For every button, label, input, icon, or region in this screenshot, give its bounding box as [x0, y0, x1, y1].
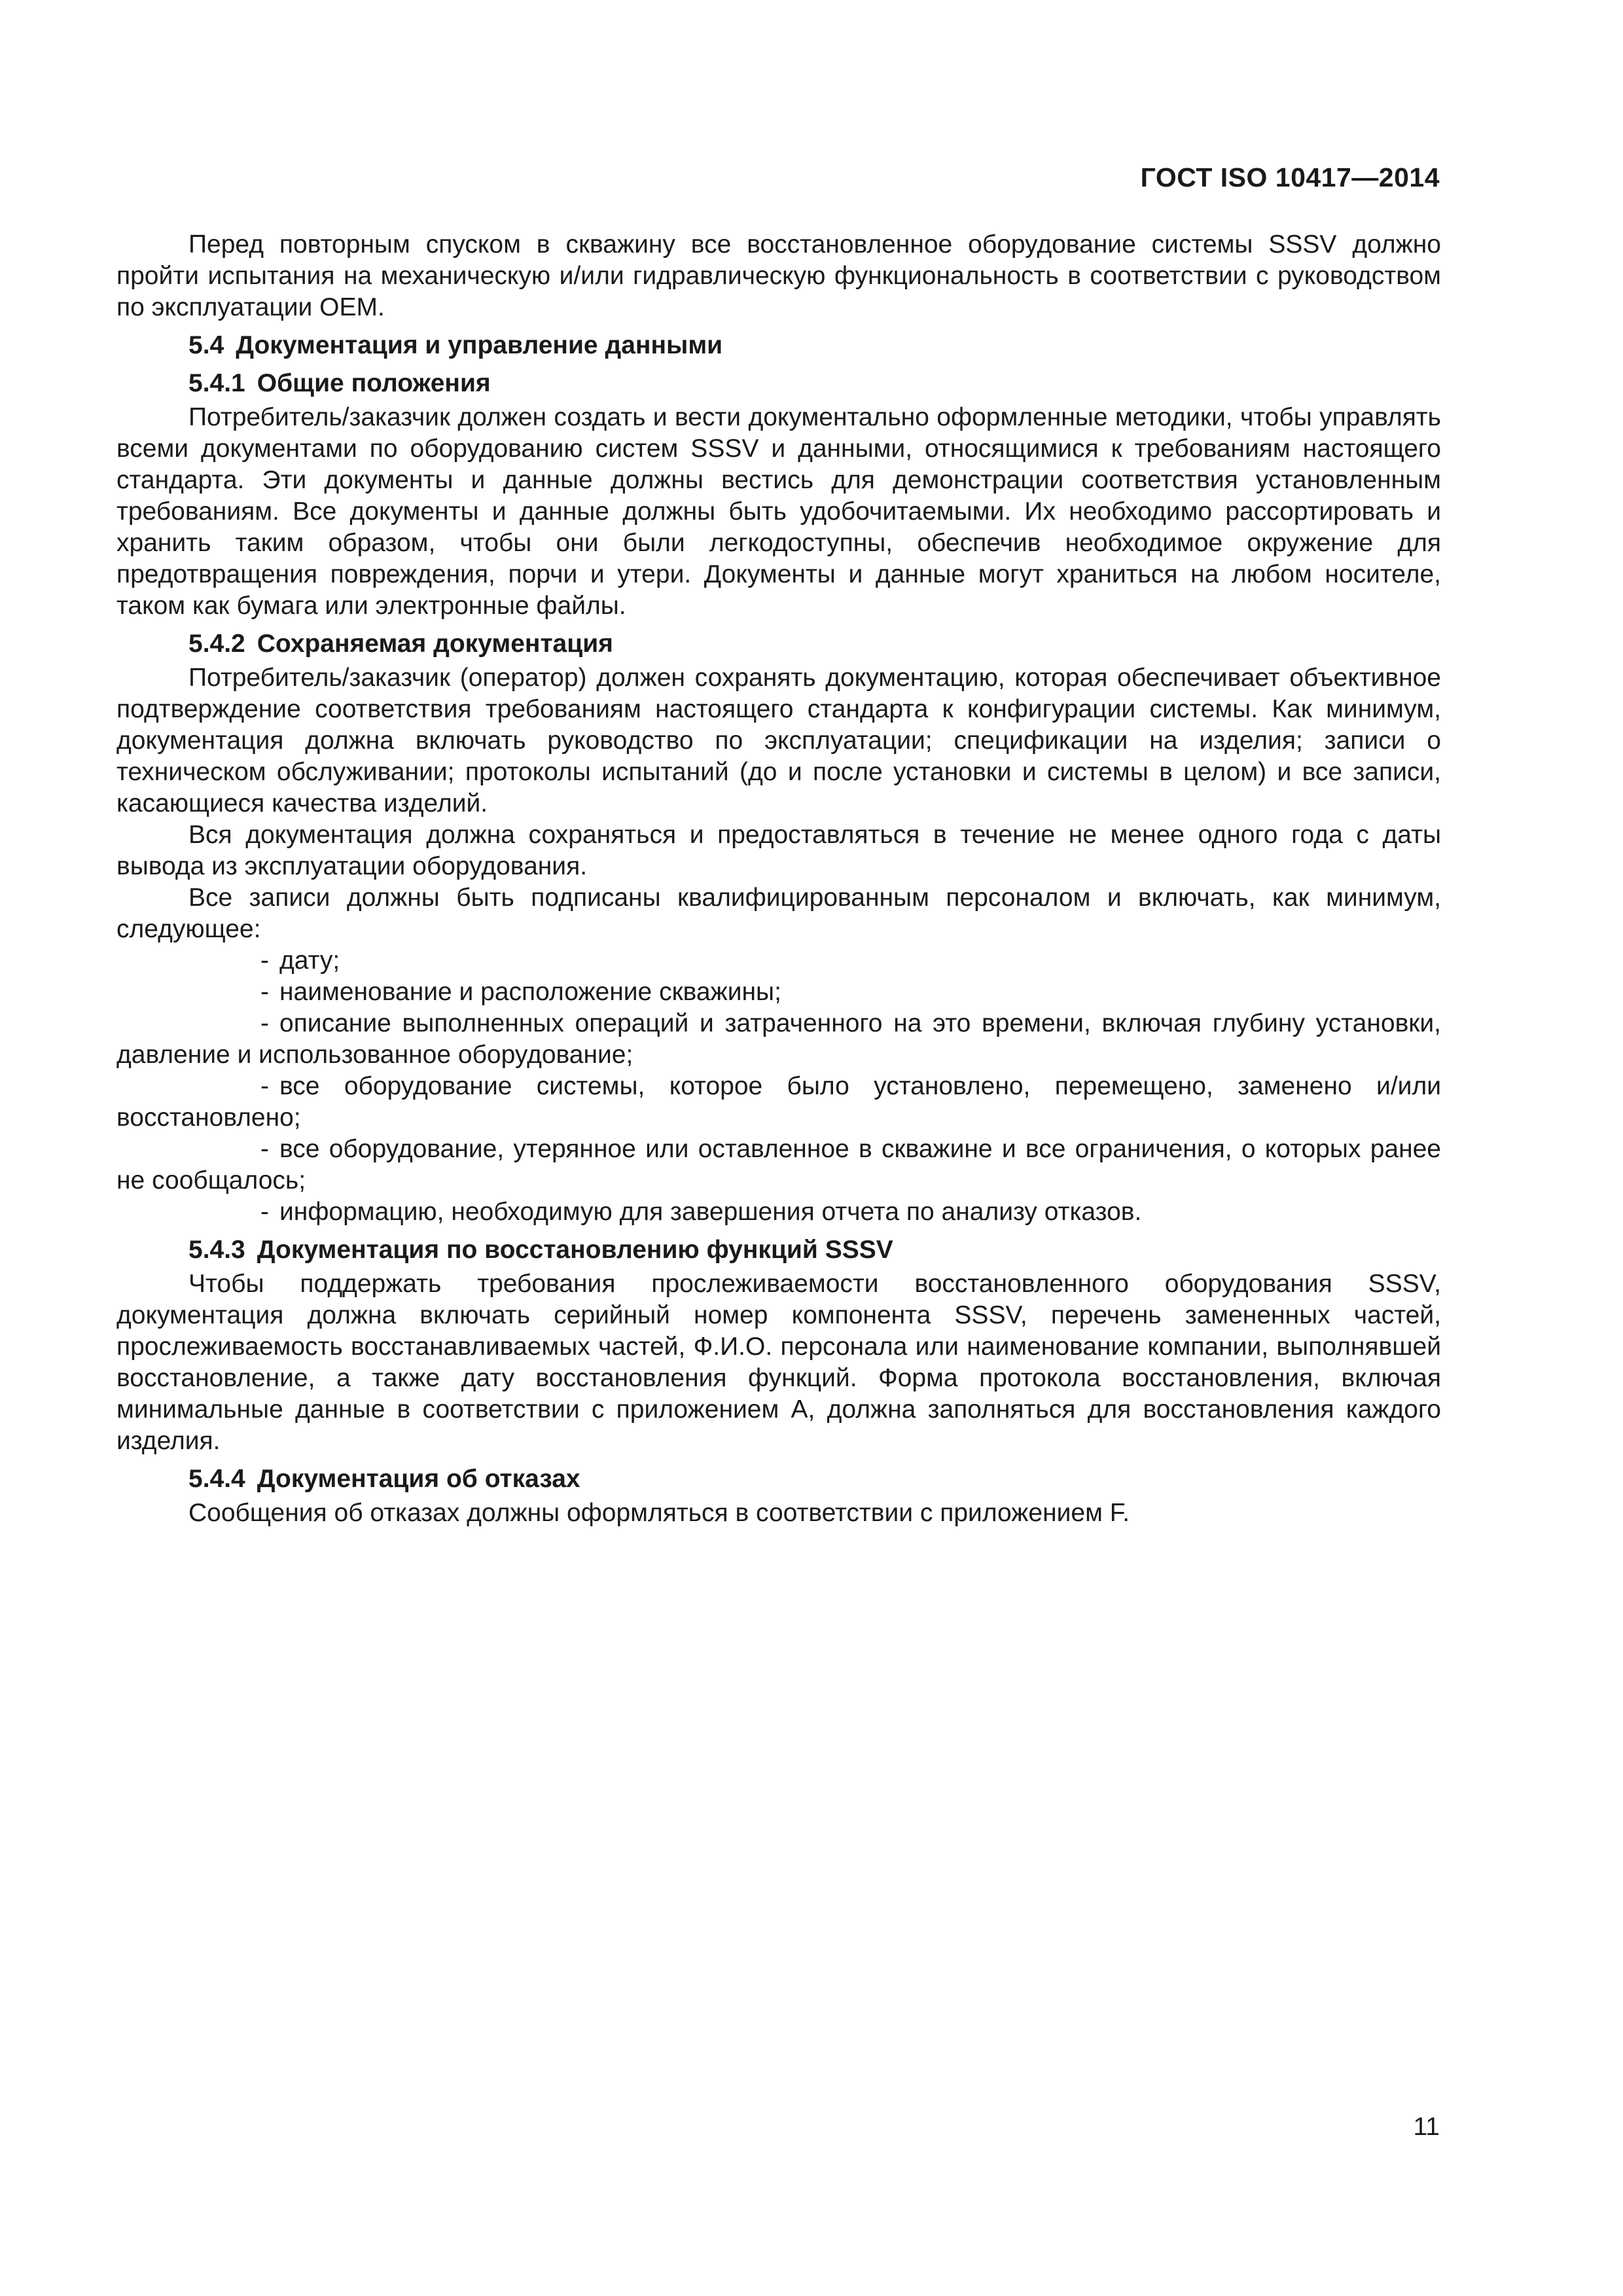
- section-5-4-2-heading: [116, 628, 1441, 660]
- section-5-4-2-paragraph-3: Все записи должны быть подписаны квалифицированным персоналом и включать, как минимум, следующее:: [116, 884, 1441, 943]
- list-item: [116, 1196, 1441, 1228]
- section-number: 5.4: [188, 331, 224, 359]
- list-dash: -: [260, 1009, 269, 1037]
- section-number: 5.4.2: [188, 630, 245, 658]
- section-title: Документация и управление данными: [236, 331, 723, 359]
- list-dash: -: [260, 978, 269, 1006]
- list-dash: -: [260, 1198, 269, 1226]
- section-5-4-3-paragraph: Чтобы поддержать требования прослеживаемости восстановленного оборудования SSSV, документация должна включать серийный номер компонента SSSV, перечень замененных частей, прослеживаемость восстанавливаемых частей, Ф.И.О. персонала или наименование компании, выполнявшей восстановление, а также дату восстановления функций. Форма протокола восстановления, включая минимальные данные в соответствии с приложением А, должна заполняться для восстановления каждого изделия.: [116, 1270, 1441, 1455]
- list-item-text: описание выполненных операций и затраченного на это времени, включая глубину установки, давление и использованное оборудование;: [116, 1009, 1441, 1069]
- section-5-4-heading: [116, 330, 1441, 361]
- section-5-4-1-heading: [116, 368, 1441, 399]
- section-5-4-4-heading: [116, 1463, 1441, 1495]
- records-list: [116, 945, 1441, 1228]
- list-item: [116, 977, 1441, 1008]
- list-item: [116, 945, 1441, 977]
- section-5-4-3-heading: [116, 1234, 1441, 1266]
- section-title: Документация по восстановлению функций SSSV: [257, 1236, 893, 1264]
- section-title: Документация об отказах: [257, 1465, 580, 1493]
- section-5-4-4-paragraph: Сообщения об отказах должны оформляться в соответствии с приложением F.: [188, 1499, 1130, 1527]
- document-body: [116, 229, 1441, 1529]
- intro-paragraph: Перед повторным спуском в скважину все восстановленное оборудование системы SSSV должно пройти испытания на механическую и/или гидравлическую функциональность в соответствии с руководством по эксплуатации OEM.: [116, 230, 1441, 321]
- section-number: 5.4.3: [188, 1236, 245, 1264]
- list-item: [116, 1134, 1441, 1196]
- section-number: 5.4.1: [188, 369, 245, 397]
- list-item-text: наименование и расположение скважины;: [279, 978, 781, 1006]
- page-number: 11: [1413, 2113, 1440, 2141]
- section-number: 5.4.4: [188, 1465, 245, 1493]
- list-dash: -: [260, 946, 269, 975]
- list-item-text: информацию, необходимую для завершения отчета по анализу отказов.: [279, 1198, 1142, 1226]
- list-dash: -: [260, 1072, 269, 1100]
- list-item-text: все оборудование, утерянное или оставленное в скважине и все ограничения, о которых ранее не сообщалось;: [116, 1135, 1441, 1194]
- section-5-4-2-paragraph-1: Потребитель/заказчик (оператор) должен сохранять документацию, которая обеспечивает объективное подтверждение соответствия требованиям настоящего стандарта к конфигурации системы. Как минимум, документация должна включать руководство по эксплуатации; спецификации на изделия; записи о техническом обслуживании; протоколы испытаний (до и после установки и системы в целом) и все записи, касающиеся качества изделий.: [116, 664, 1441, 817]
- list-dash: -: [260, 1135, 269, 1163]
- section-title: Сохраняемая документация: [257, 630, 613, 658]
- section-5-4-2-paragraph-2: Вся документация должна сохраняться и предоставляться в течение не менее одного года с даты вывода из эксплуатации оборудования.: [116, 821, 1441, 880]
- list-item-text: все оборудование системы, которое было установлено, перемещено, заменено и/или восстановлено;: [116, 1072, 1441, 1132]
- list-item-text: дату;: [279, 946, 340, 975]
- document-header: ГОСТ ISO 10417—2014: [1140, 162, 1440, 192]
- section-title: Общие положения: [257, 369, 491, 397]
- section-5-4-1-paragraph: Потребитель/заказчик должен создать и вести документально оформленные методики, чтобы управлять всеми документами по оборудованию систем SSSV и данными, относящимися к требованиям настоящего стандарта. Эти документы и данные должны вестись для демонстрации соответствия установленным требованиям. Все документы и данные должны быть удобочитаемыми. Их необходимо рассортировать и хранить таким образом, чтобы они были легкодоступны, обеспечив необходимое окружение для предотвращения повреждения, порчи и утери. Документы и данные могут храниться на любом носителе, таком как бумага или электронные файлы.: [116, 403, 1441, 620]
- list-item: [116, 1071, 1441, 1134]
- list-item: [116, 1008, 1441, 1071]
